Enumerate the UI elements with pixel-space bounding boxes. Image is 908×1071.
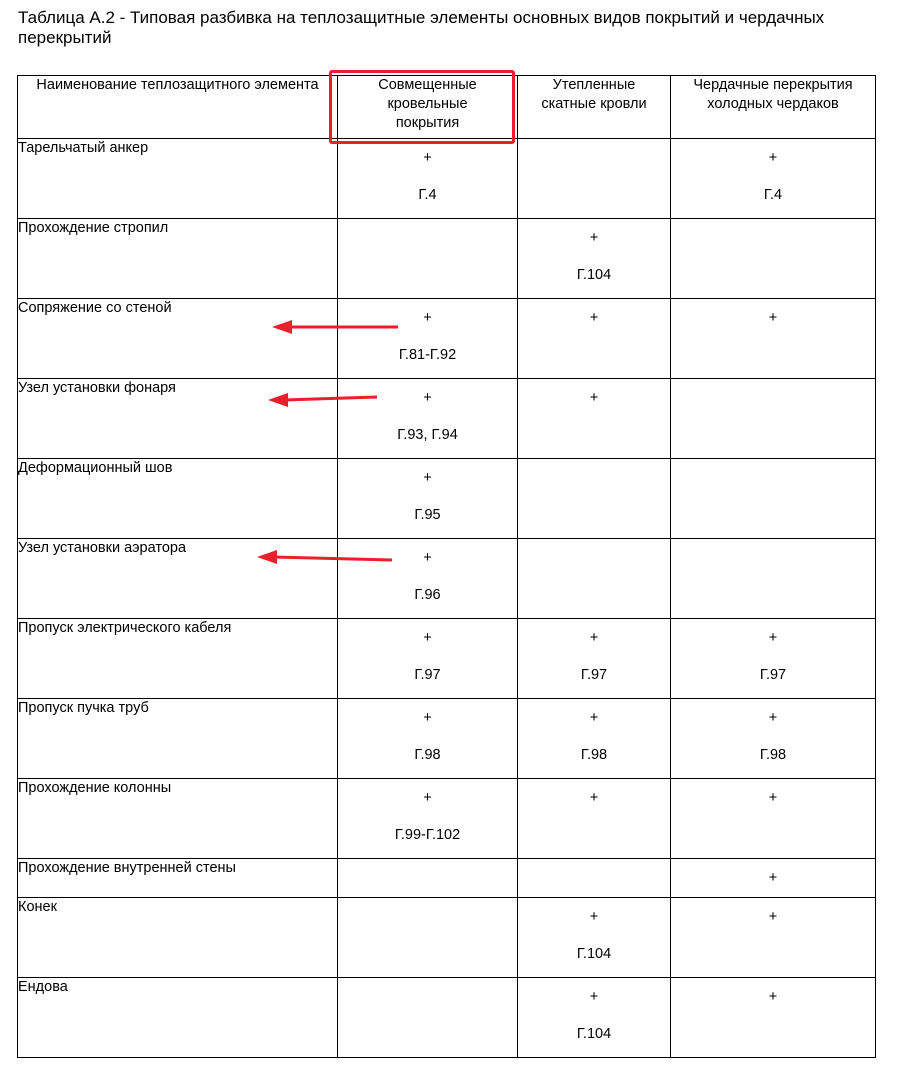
presence-mark: + <box>768 150 778 166</box>
presence-mark: + <box>768 790 778 806</box>
row-cell <box>671 539 876 619</box>
figure-reference: Г.98 <box>414 747 441 763</box>
table-row <box>18 898 876 978</box>
figure-reference: Г.104 <box>576 946 612 962</box>
figure-reference: Г.97 <box>414 667 441 683</box>
row-cell <box>518 619 671 699</box>
figure-reference: Г.4 <box>763 187 783 203</box>
table-row <box>18 139 876 219</box>
row-cell <box>338 859 518 898</box>
row-element-name: Узел установки фонаря <box>18 379 338 459</box>
presence-mark: + <box>589 710 599 726</box>
table-header-row <box>18 76 876 139</box>
row-cell <box>518 219 671 299</box>
row-element-name: Прохождение внутренней стены <box>18 859 338 898</box>
presence-mark: + <box>423 390 432 406</box>
presence-mark: + <box>423 310 432 326</box>
table-row <box>18 379 876 459</box>
row-cell <box>518 978 671 1058</box>
presence-mark: + <box>768 909 778 925</box>
presence-mark: + <box>589 790 599 806</box>
row-cell <box>338 219 518 299</box>
figure-reference: Г.104 <box>576 267 612 283</box>
presence-mark: + <box>768 870 778 886</box>
presence-mark: + <box>589 390 599 406</box>
presence-mark: + <box>589 230 599 246</box>
row-cell <box>518 139 671 219</box>
figure-reference: Г.97 <box>580 667 608 683</box>
row-element-name: Деформационный шов <box>18 459 338 539</box>
row-cell <box>338 699 518 779</box>
row-cell <box>518 299 671 379</box>
row-element-name: Узел установки аэратора <box>18 539 338 619</box>
row-element-name: Тарельчатый анкер <box>18 139 338 219</box>
presence-mark: + <box>423 710 432 726</box>
row-element-name: Сопряжение со стеной <box>18 299 338 379</box>
table-row <box>18 699 876 779</box>
row-cell <box>338 459 518 539</box>
table-caption: Таблица А.2 - Типовая разбивка на теплозащитные элементы основных видов покрытий и чердачных перекрытий <box>18 8 825 47</box>
row-cell <box>671 299 876 379</box>
table-row <box>18 539 876 619</box>
header-pitched-roof: Утепленные скатные кровли <box>518 76 671 139</box>
presence-mark: + <box>768 710 778 726</box>
row-cell <box>518 779 671 859</box>
row-cell <box>338 139 518 219</box>
presence-mark: + <box>768 310 778 326</box>
row-cell <box>338 299 518 379</box>
row-cell <box>671 978 876 1058</box>
row-cell <box>671 459 876 539</box>
row-cell <box>338 619 518 699</box>
header-attic-floor: Чердачные перекрытия холодных чердаков <box>671 76 876 139</box>
table-row <box>18 619 876 699</box>
figure-reference: Г.96 <box>414 587 441 603</box>
presence-mark: + <box>768 630 778 646</box>
thermal-elements-table <box>17 75 876 1058</box>
table-row <box>18 779 876 859</box>
row-cell <box>518 379 671 459</box>
row-cell <box>338 898 518 978</box>
row-cell <box>671 139 876 219</box>
table-row <box>18 299 876 379</box>
row-cell <box>671 859 876 898</box>
presence-mark: + <box>589 630 599 646</box>
header-combined-roof: Совмещенные кровельные покрытия <box>338 76 518 139</box>
table-row <box>18 459 876 539</box>
header-element-name: Наименование теплозащитного элемента <box>18 76 338 139</box>
figure-reference: Г.95 <box>414 507 441 523</box>
row-cell <box>671 779 876 859</box>
presence-mark: + <box>589 909 599 925</box>
row-cell <box>671 219 876 299</box>
row-element-name: Прохождение колонны <box>18 779 338 859</box>
presence-mark: + <box>423 630 432 646</box>
row-cell <box>671 379 876 459</box>
row-cell <box>518 459 671 539</box>
row-cell <box>671 898 876 978</box>
table-row <box>18 859 876 898</box>
figure-reference: Г.97 <box>759 667 787 683</box>
presence-mark: + <box>423 150 432 166</box>
presence-mark: + <box>423 790 432 806</box>
row-cell <box>338 539 518 619</box>
row-element-name: Пропуск электрического кабеля <box>18 619 338 699</box>
figure-reference: Г.4 <box>418 187 437 203</box>
figure-reference: Г.98 <box>759 747 787 763</box>
row-cell <box>671 699 876 779</box>
row-cell <box>518 898 671 978</box>
row-cell <box>338 379 518 459</box>
presence-mark: + <box>423 470 432 486</box>
row-element-name: Пропуск пучка труб <box>18 699 338 779</box>
table-row <box>18 219 876 299</box>
presence-mark: + <box>589 310 599 326</box>
row-cell <box>338 978 518 1058</box>
figure-reference: Г.81-Г.92 <box>398 347 457 363</box>
figure-reference: Г.104 <box>576 1026 612 1042</box>
figure-reference: Г.93, Г.94 <box>397 427 458 443</box>
figure-reference: Г.98 <box>580 747 608 763</box>
presence-mark: + <box>423 550 432 566</box>
row-cell <box>518 539 671 619</box>
row-cell <box>671 619 876 699</box>
row-element-name: Прохождение стропил <box>18 219 338 299</box>
figure-reference: Г.99-Г.102 <box>394 827 461 843</box>
table-row <box>18 978 876 1058</box>
row-cell <box>518 699 671 779</box>
presence-mark: + <box>768 989 778 1005</box>
row-cell <box>518 859 671 898</box>
row-element-name: Конек <box>18 898 338 978</box>
row-cell <box>338 779 518 859</box>
row-element-name: Ендова <box>18 978 338 1058</box>
presence-mark: + <box>589 989 599 1005</box>
